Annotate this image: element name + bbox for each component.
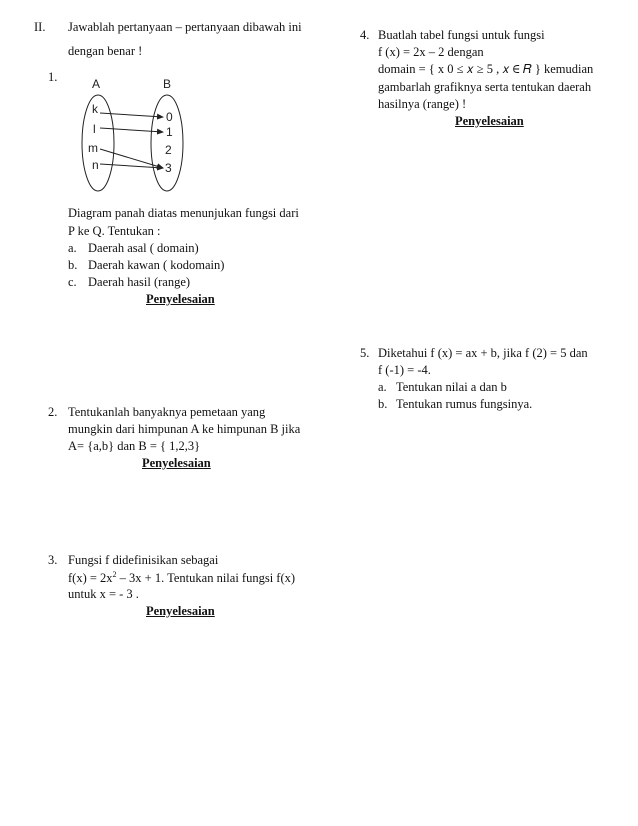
q3-exponent: 2	[112, 570, 117, 579]
q2-solution-heading: Penyelesaian	[142, 456, 211, 470]
q1-item-a-text: Daerah asal ( domain)	[88, 241, 199, 255]
q2-line-2: mungkin dari himpunan A ke himpunan B jika	[68, 422, 301, 436]
mapping-arrow	[100, 149, 163, 168]
q4-solution-heading: Penyelesaian	[455, 114, 524, 128]
q5-line-2: f (-1) = -4.	[378, 363, 431, 377]
q5-item-b-text: Tentukan rumus fungsinya.	[396, 397, 533, 411]
domain-item: l	[93, 122, 96, 136]
domain-item: k	[92, 102, 98, 116]
domain-item: n	[92, 158, 99, 172]
q1-item-c-text: Daerah hasil (range)	[88, 275, 191, 289]
codomain-item: 2	[165, 143, 172, 157]
q1-number: 1.	[48, 70, 58, 84]
q5-line-1: Diketahui f (x) = ax + b, jika f (2) = 5 dan	[378, 346, 588, 360]
q4-line-2: f (x) = 2x – 2 dengan	[378, 45, 484, 59]
instruction-line-1: Jawablah pertanyaan – pertanyaan dibawah ini	[68, 20, 302, 34]
set-a-ellipse	[82, 95, 114, 191]
mapping-arrow	[100, 164, 163, 168]
q2-number: 2.	[48, 405, 58, 419]
q1-item-c-label: c.	[68, 275, 77, 289]
codomain-item: 1	[166, 125, 173, 139]
q1-item-b-label: b.	[68, 258, 78, 272]
q2-line-3: A= {a,b} dan B = { 1,2,3}	[68, 439, 201, 453]
q3-solution-heading: Penyelesaian	[146, 604, 215, 618]
q5-number: 5.	[360, 346, 370, 360]
set-b-label: B	[163, 77, 172, 91]
q3-line-3: untuk x = - 3 .	[68, 587, 139, 601]
codomain-item: 0	[166, 110, 173, 124]
q4-line-3: domain = { x 0 ≤ 𝑥 ≥ 5 , 𝑥 ∈ 𝑅 } kemudian	[378, 62, 594, 76]
q3-line-1: Fungsi f didefinisikan sebagai	[68, 553, 219, 567]
q4-line-5: hasilnya (range) !	[378, 97, 467, 111]
q1-item-b-text: Daerah kawan ( kodomain)	[88, 258, 225, 272]
q4-line-4: gambarlah grafiknya serta tentukan daerah	[378, 80, 592, 94]
q5-item-b-label: b.	[378, 397, 388, 411]
q3-formula-rest: – 3x + 1. Tentukan nilai fungsi f(x)	[116, 571, 296, 586]
codomain-item: 3	[165, 161, 172, 175]
instruction-line-2: dengan benar !	[68, 44, 143, 58]
section-number: II.	[34, 20, 46, 34]
domain-item: m	[88, 141, 98, 155]
q1-item-a-label: a.	[68, 241, 77, 255]
set-a-label: A	[92, 77, 101, 91]
mapping-arrow	[100, 128, 163, 132]
arrow-diagram	[70, 76, 210, 196]
q4-number: 4.	[360, 28, 370, 42]
q4-line-1: Buatlah tabel fungsi untuk fungsi	[378, 28, 545, 42]
q1-solution-heading: Penyelesaian	[146, 292, 215, 306]
q1-text-line-2: P ke Q. Tentukan :	[68, 224, 161, 238]
q5-item-a-text: Tentukan nilai a dan b	[396, 380, 507, 394]
q5-item-a-label: a.	[378, 380, 387, 394]
q2-line-1: Tentukanlah banyaknya pemetaan yang	[68, 405, 266, 419]
q3-formula-start: f(x) = 2x	[68, 571, 113, 586]
q3-line-2	[68, 570, 295, 586]
q1-text-line-1: Diagram panah diatas menunjukan fungsi dari	[68, 206, 299, 220]
q3-number: 3.	[48, 553, 58, 567]
